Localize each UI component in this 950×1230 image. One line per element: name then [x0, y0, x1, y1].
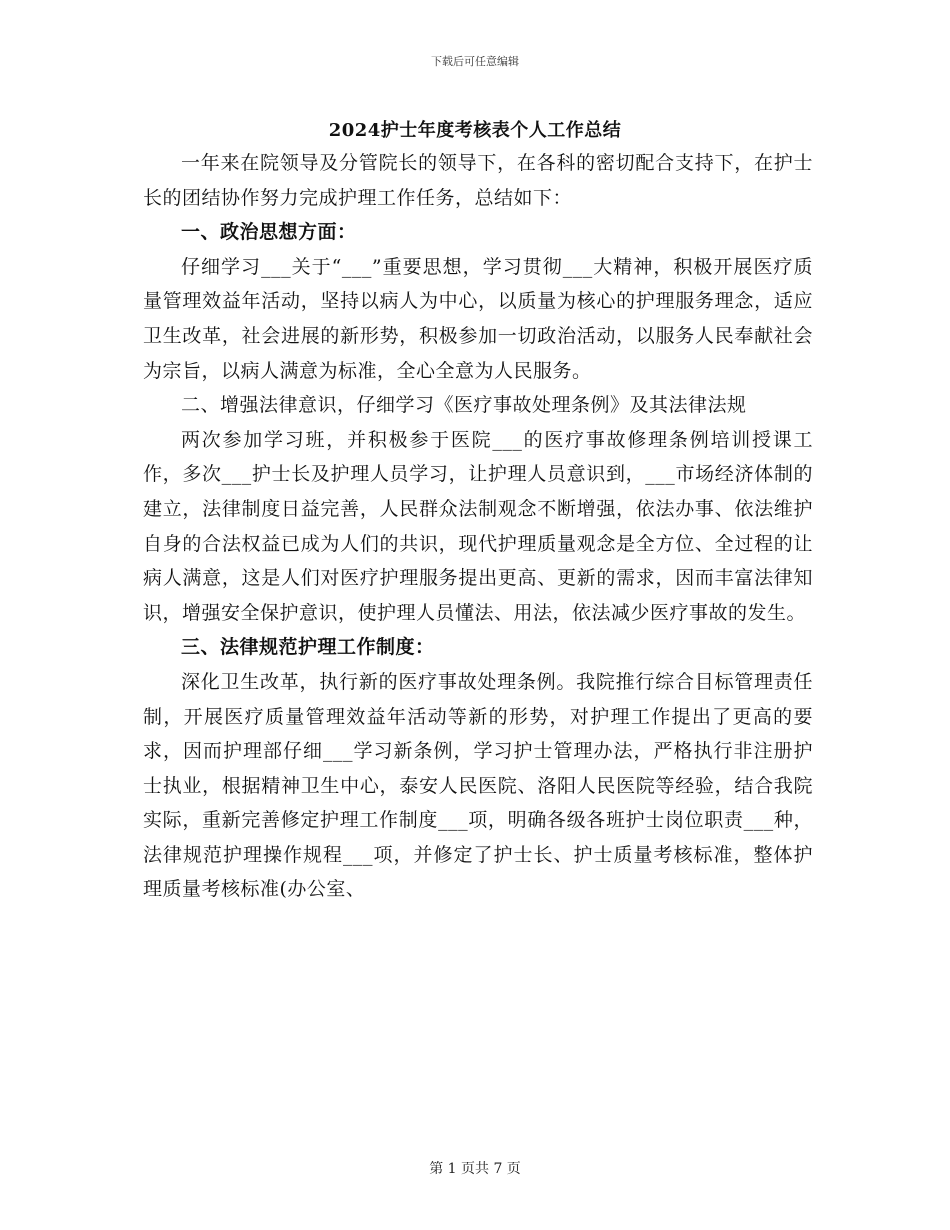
regulations-paragraph: 深化卫生改革，执行新的医疗事故处理条例。我院推行综合目标管理责任制，开展医疗质量管理效益年活动等新的形势，对护理工作提出了更高的要求，因而护理部仔细___学习新条例，学习护士管理办法，严格执行非注册护士执业，根据精神卫生中心，泰安人民医院、洛阳人民医院等经验，结合我院实际，重新完善修定护理工作制度___项，明确各级各班护士岗位职责___种，法律规范护理操作规程___项，并修定了护士长、护士质量考核标准，整体护理质量考核标准(办公室、 — [143, 670, 813, 901]
intro-paragraph: 一年来在院领导及分管院长的领导下，在各科的密切配合支持下，在护士长的团结协作努力完成护理工作任务，总结如下： — [143, 152, 813, 209]
section-heading-regulations: 三、法律规范护理工作制度： — [181, 636, 435, 659]
section-heading-politics: 一、政治思想方面： — [181, 221, 357, 244]
document-body — [143, 146, 813, 907]
section-heading-law-awareness: 二、增强法律意识，仔细学习《医疗事故处理条例》及其法律法规 — [181, 394, 747, 417]
law-awareness-paragraph: 两次参加学习班，并积极参于医院___的医疗事故修理条例培训授课工作，多次___护士长及护理人员学习，让护理人员意识到，___市场经济体制的建立，法律制度日益完善，人民群众法制观念不断增强，依法办事、依法维护自身的合法权益已成为人们的共识，现代护理质量观念是全方位、全过程的让病人满意，这是人们对医疗护理服务提出更高、更新的需求，因而丰富法律知识，增强安全保护意识，使护理人员懂法、用法，依法减少医疗事故的发生。 — [143, 428, 813, 624]
header-note: 下载后可任意编辑 — [431, 55, 519, 68]
politics-paragraph: 仔细学习___关于“___”重要思想，学习贯彻___大精神，积极开展医疗质量管理效益年活动，坚持以病人为中心，以质量为核心的护理服务理念，适应卫生改革，社会进展的新形势，积极参加一切政治活动，以服务人民奉献社会为宗旨，以病人满意为标准，全心全意为人民服务。 — [143, 255, 813, 382]
document-title: 2024护士年度考核表个人工作总结 — [328, 120, 622, 141]
page-footer: 第 1 页共 7 页 — [429, 1161, 521, 1177]
